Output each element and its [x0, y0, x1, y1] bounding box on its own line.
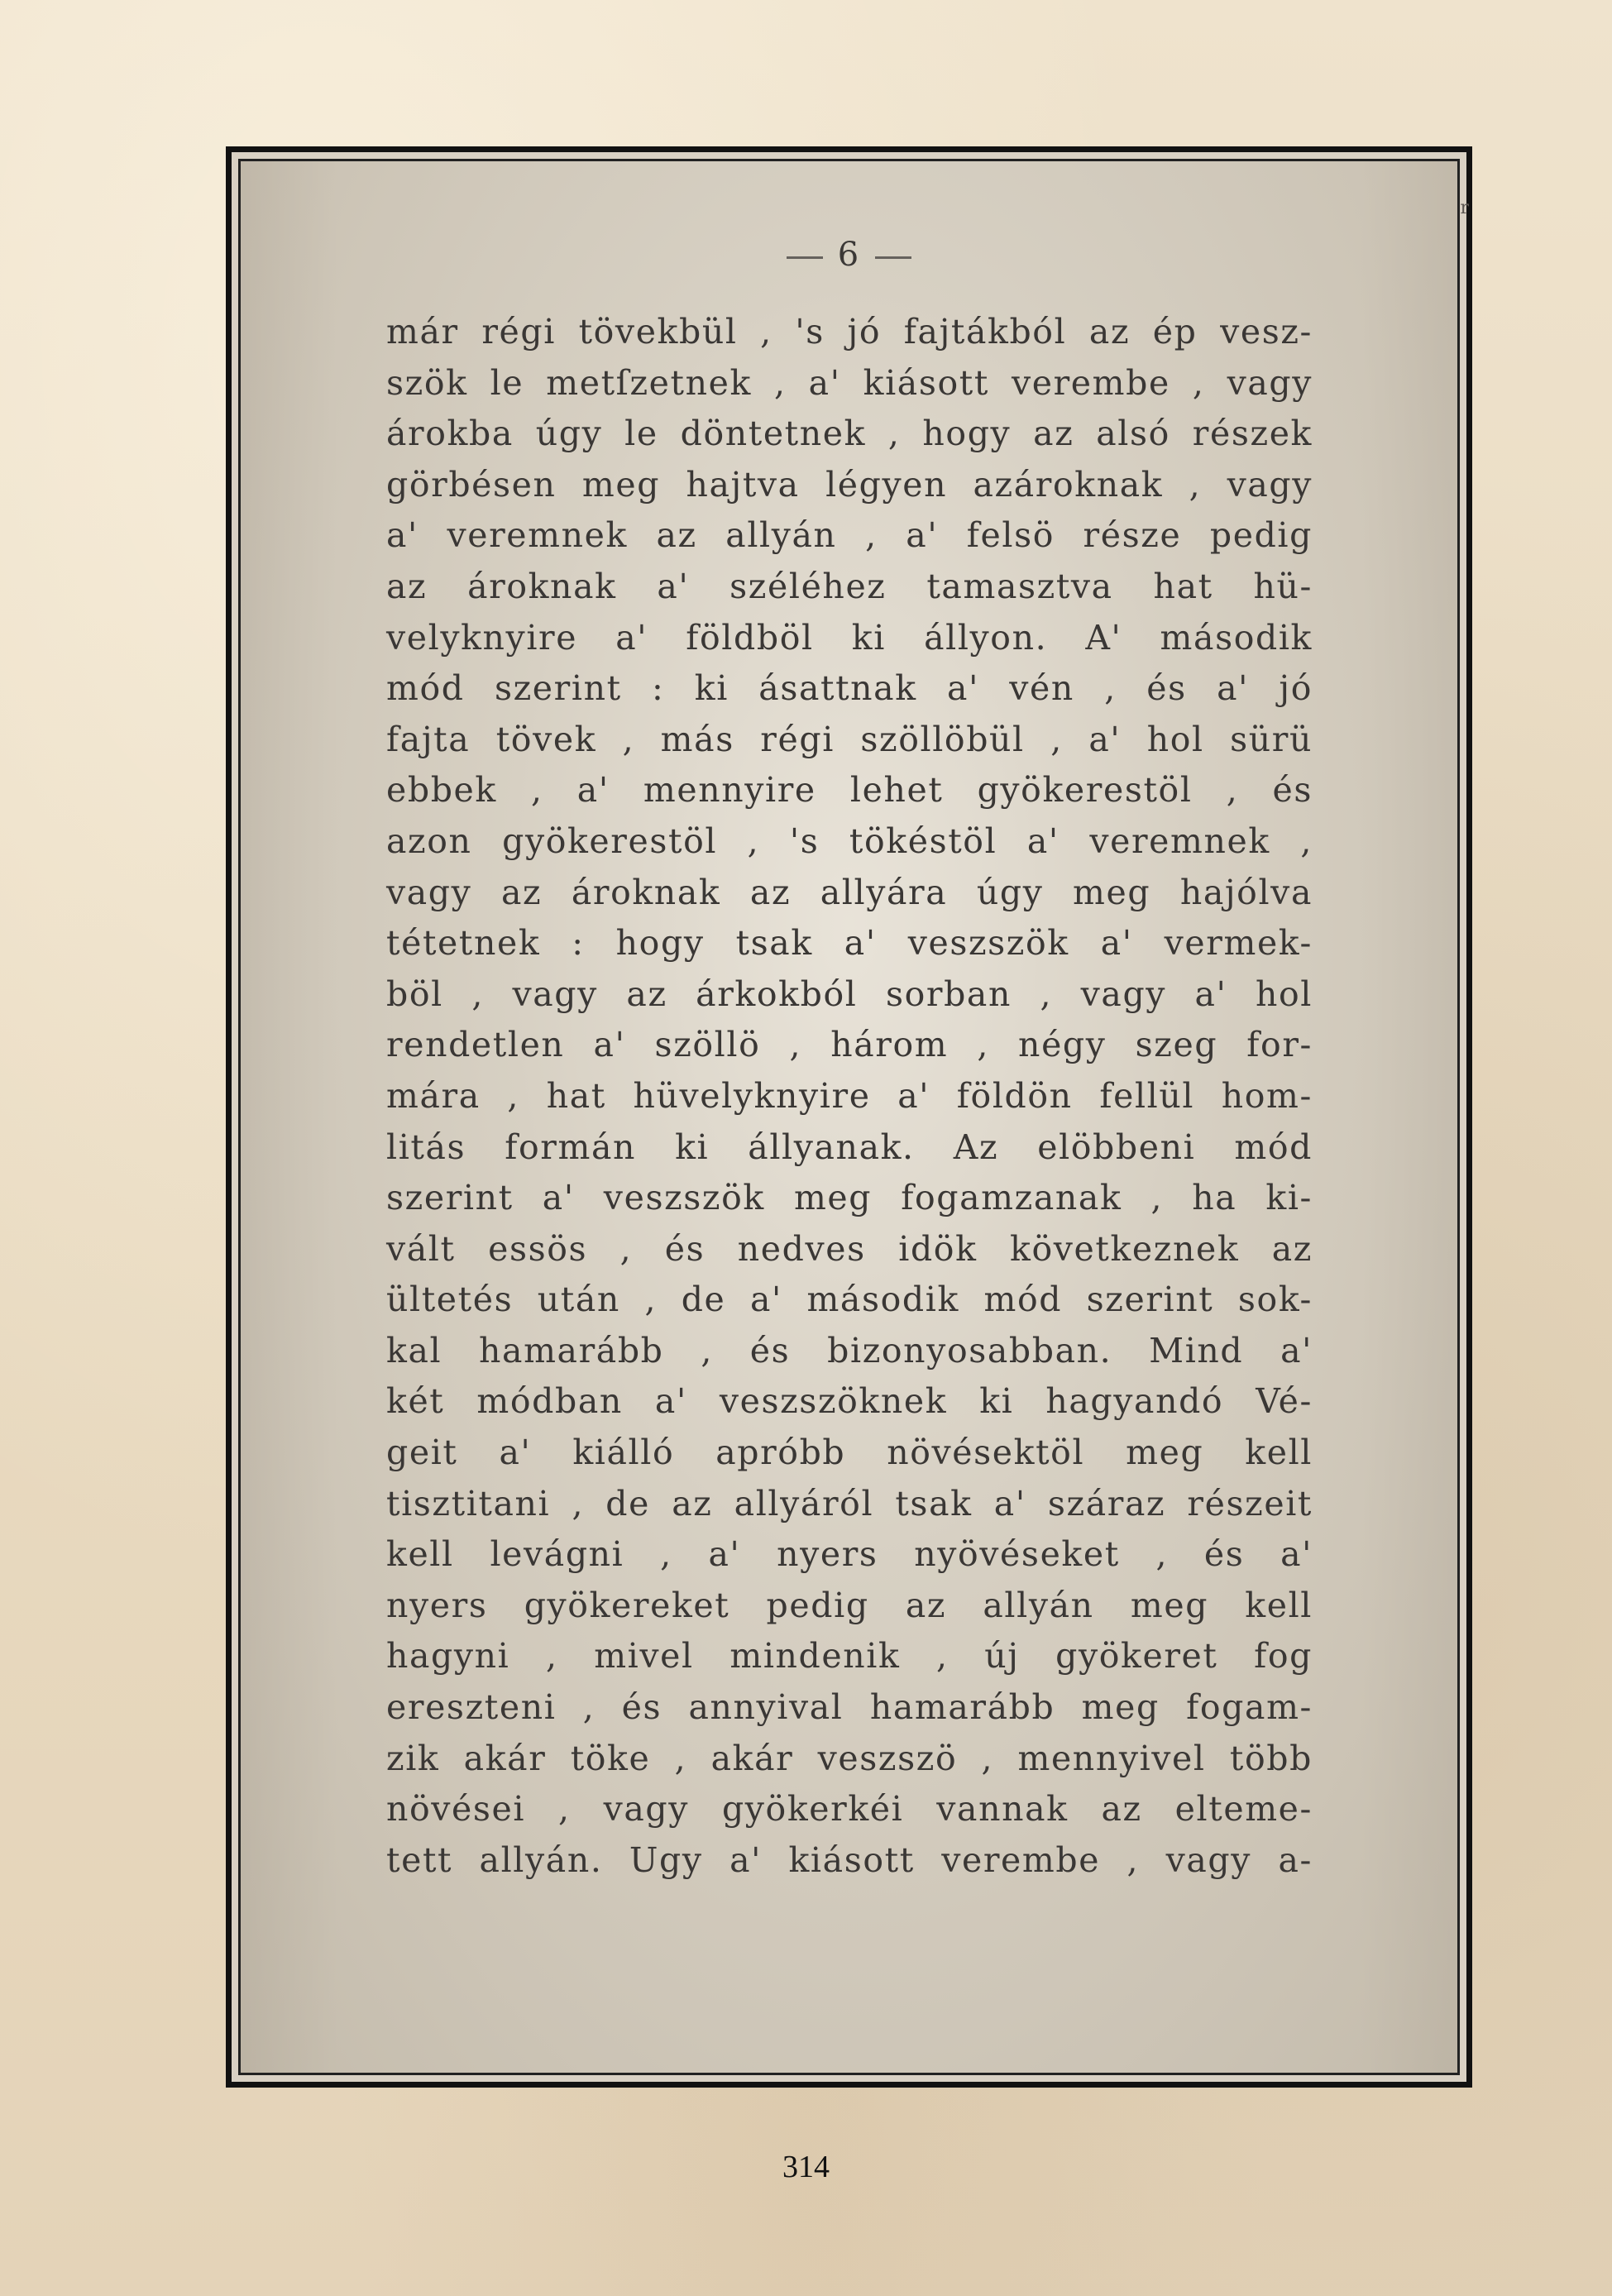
text-line: szök le metſzetnek , a' kiásott verembe , vagy	[386, 362, 1313, 403]
text-line: azon gyökerestöl , 's tökéstöl a' veremnek ,	[386, 820, 1313, 861]
page-number-header: 6	[837, 236, 861, 274]
text-line: vált essös , és nedves idök következnek az	[386, 1228, 1313, 1269]
scanned-page	[238, 159, 1469, 2075]
text-line: geit a' kiálló apróbb növésektöl meg kell	[386, 1433, 1313, 1473]
text-line: a' veremnek az allyán , a' felsö része pedig	[386, 515, 1313, 556]
text-line: mód szerint : ki ásattnak a' vén , és a' jó	[386, 668, 1313, 709]
text-line: rendetlen a' szöllö , három , négy szeg for-	[386, 1025, 1313, 1065]
text-line: szerint a' veszszök meg fogamzanak , ha ki-	[386, 1178, 1313, 1218]
text-line: két módban a' veszszöknek ki hagyandó Vé-	[386, 1381, 1313, 1422]
page-frame	[226, 146, 1472, 2088]
text-line: litás formán ki állyanak. Az elöbbeni mód	[386, 1126, 1313, 1167]
text-line: ebbek , a' mennyire lehet gyökerestöl , és	[386, 770, 1313, 811]
text-line: ültetés után , de a' második mód szerint sok-	[386, 1280, 1313, 1320]
text-line: ereszteni , és annyival hamarább meg fogam-	[386, 1687, 1313, 1728]
text-line: kell levágni , a' nyers nyövéseket , és a'	[386, 1534, 1313, 1575]
text-line: már régi tövekbül , 's jó fajtákból az ép vesz-	[386, 312, 1313, 352]
text-line: árokba úgy le döntetnek , hogy az alsó részek	[386, 414, 1313, 454]
text-line: fajta tövek , más régi szöllöbül , a' hol sürü	[386, 719, 1313, 759]
text-line: nyers gyökereket pedig az allyán meg kell	[386, 1585, 1313, 1625]
corner-mark: r	[1460, 198, 1469, 218]
header-dash-left	[787, 256, 823, 259]
text-line: tisztitani , de az allyáról tsak a' száraz részeit	[386, 1483, 1313, 1523]
text-line: görbésen meg hajtva légyen azároknak , vagy	[386, 464, 1313, 505]
header-dash-right	[875, 256, 911, 259]
text-line: zik akár töke , akár veszszö , mennyivel több	[386, 1738, 1313, 1778]
text-line: kal hamarább , és bizonyosabban. Mind a'	[386, 1330, 1313, 1370]
text-line: hagyni , mivel mindenik , új gyökeret fog	[386, 1636, 1313, 1677]
text-line: vagy az ároknak az allyára úgy meg hajólva	[386, 872, 1313, 912]
text-line: mára , hat hüvelyknyire a' földön fellül hom-	[386, 1075, 1313, 1116]
folio-number: 314	[782, 2150, 830, 2184]
text-line: tétetnek : hogy tsak a' veszszök a' vermek-	[386, 923, 1313, 964]
text-line: az ároknak a' széléhez tamasztva hat hü-	[386, 566, 1313, 606]
running-header	[241, 236, 1457, 274]
text-line: velyknyire a' földböl ki állyon. A' második	[386, 617, 1313, 658]
body-text	[386, 307, 1313, 1886]
text-line: növései , vagy gyökerkéi vannak az elteme-	[386, 1789, 1313, 1830]
text-line: böl , vagy az árkokból sorban , vagy a' hol	[386, 973, 1313, 1014]
text-line: tett allyán. Ugy a' kiásott verembe , vagy a-	[386, 1839, 1313, 1880]
